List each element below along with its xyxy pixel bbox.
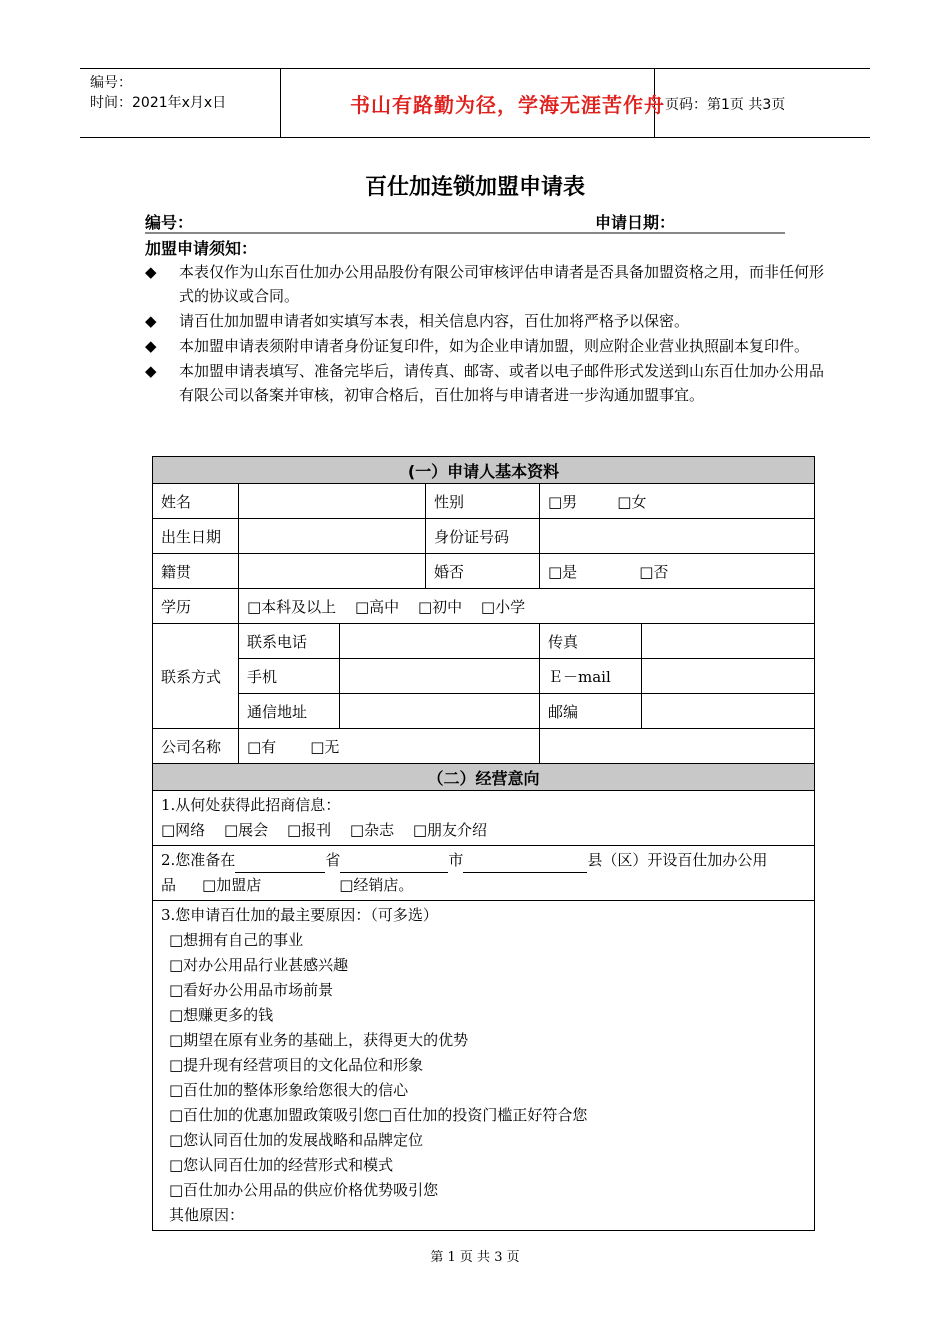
- meta-row: [145, 210, 785, 234]
- reason-checkbox[interactable]: □提升现有经营项目的文化品位和形象: [169, 1056, 424, 1074]
- question-2: [153, 846, 815, 901]
- reason-checkbox[interactable]: □您认同百仕加的发展战略和品牌定位: [169, 1131, 424, 1149]
- question-3-text: 3.您申请百仕加的最主要原因：（可多选）: [161, 906, 438, 924]
- postcode-field[interactable]: [642, 694, 815, 729]
- city-label: 市: [448, 851, 464, 869]
- company-label: 公司名称: [153, 729, 239, 764]
- reason-checkbox[interactable]: □对办公用品行业甚感兴趣: [169, 956, 349, 974]
- province-blank[interactable]: [235, 854, 325, 873]
- source-friend-checkbox[interactable]: □朋友介绍: [412, 821, 488, 839]
- question-2-line1: [161, 848, 806, 873]
- header-page-label: 页码：第1页 共3页: [665, 97, 786, 113]
- phone-field[interactable]: [340, 624, 540, 659]
- diamond-bullet-icon: ◆: [145, 263, 157, 281]
- origin-field[interactable]: [239, 554, 426, 589]
- company-no-checkbox[interactable]: □无: [310, 737, 340, 756]
- email-field[interactable]: [642, 659, 815, 694]
- section2-title: （二）经营意向: [153, 764, 815, 791]
- marriage-options: [540, 554, 815, 589]
- other-reason-field[interactable]: 其他原因：: [169, 1206, 245, 1224]
- education-options: [239, 589, 815, 624]
- married-yes-checkbox[interactable]: □是: [548, 562, 578, 581]
- female-checkbox[interactable]: □女: [617, 492, 647, 511]
- name-field[interactable]: [239, 484, 426, 519]
- reason-checkbox[interactable]: □百仕加的优惠加盟政策吸引您□百仕加的投资门槛正好符合您: [169, 1106, 588, 1124]
- source-newspaper-checkbox[interactable]: □报刊: [286, 821, 332, 839]
- franchise-store-checkbox[interactable]: □加盟店: [202, 876, 262, 894]
- reason-checkbox[interactable]: □看好办公用品市场前景: [169, 981, 334, 999]
- id-number-label: 身份证号码: [426, 519, 540, 554]
- married-no-checkbox[interactable]: □否: [639, 562, 669, 581]
- header-number-label: 编号：: [90, 75, 132, 91]
- question-2-line2-text: 品: [161, 876, 177, 894]
- question-3: [153, 901, 815, 1231]
- header-left: [90, 73, 226, 113]
- fax-field[interactable]: [642, 624, 815, 659]
- marriage-label: 婚否: [426, 554, 540, 589]
- reason-checkbox[interactable]: □百仕加办公用品的供应价格优势吸引您: [169, 1181, 439, 1199]
- header-motto: 书山有路勤为径，学海无涯苦作舟: [350, 93, 665, 117]
- contact-label: 联系方式: [153, 624, 239, 729]
- notice-item: [145, 359, 825, 407]
- reason-checkbox[interactable]: □想赚更多的钱: [169, 1006, 274, 1024]
- reason-checkbox[interactable]: □您认同百仕加的经营形式和模式: [169, 1156, 394, 1174]
- source-magazine-checkbox[interactable]: □杂志: [349, 821, 395, 839]
- notice-item-text: 请百仕加加盟申请者如实填写本表，相关信息内容，百仕加将严格予以保密。: [179, 312, 690, 330]
- reason-checkbox[interactable]: □想拥有自己的事业: [169, 931, 304, 949]
- dealer-store-checkbox[interactable]: □经销店。: [339, 876, 414, 894]
- gender-label: 性别: [426, 484, 540, 519]
- section1-title: (一）申请人基本资料: [153, 457, 815, 484]
- address-label: 通信地址: [239, 694, 340, 729]
- question-1-text: 1.从何处获得此招商信息：: [161, 796, 341, 814]
- edu-highschool-checkbox[interactable]: □高中: [354, 597, 400, 616]
- edu-bachelor-checkbox[interactable]: □本科及以上: [247, 597, 337, 616]
- education-label: 学历: [153, 589, 239, 624]
- province-label: 省: [325, 851, 341, 869]
- notice-item-text: 本加盟申请表填写、准备完毕后，请传真、邮寄、或者以电子邮件形式发送到山东百仕加办公用品有限公司以备案并审核，初审合格后，百仕加将与申请者进一步沟通加盟事宜。: [179, 362, 825, 404]
- source-expo-checkbox[interactable]: □展会: [223, 821, 269, 839]
- reason-checkbox[interactable]: □百仕加的整体形象给您很大的信心: [169, 1081, 409, 1099]
- phone-label: 联系电话: [239, 624, 340, 659]
- id-number-field[interactable]: [540, 519, 815, 554]
- city-blank[interactable]: [340, 854, 448, 873]
- question-1: [153, 791, 815, 846]
- birth-field[interactable]: [239, 519, 426, 554]
- application-form: [152, 456, 815, 1231]
- birth-label: 出生日期: [153, 519, 239, 554]
- edu-primary-checkbox[interactable]: □小学: [480, 597, 526, 616]
- meta-date-label: 申请日期：: [595, 213, 676, 232]
- page-footer: 第 1 页 共 3 页: [430, 1250, 520, 1265]
- question-1-options: [161, 818, 806, 843]
- county-blank[interactable]: [463, 854, 587, 873]
- page-header: [80, 68, 870, 138]
- company-yes-checkbox[interactable]: □有: [247, 737, 277, 756]
- diamond-bullet-icon: ◆: [145, 337, 157, 355]
- reason-checkbox[interactable]: □期望在原有业务的基础上，获得更大的优势: [169, 1031, 469, 1049]
- notice-item: [145, 334, 825, 358]
- header-time-label: 时间：2021年x月x日: [90, 95, 227, 111]
- notice-list: [145, 260, 825, 408]
- company-options: [239, 729, 540, 764]
- page-title: 百仕加连锁加盟申请表: [364, 175, 585, 200]
- meta-number-label: 编号：: [145, 213, 194, 232]
- mobile-label: 手机: [239, 659, 340, 694]
- edu-middleschool-checkbox[interactable]: □初中: [417, 597, 463, 616]
- question-2-prefix: 2.您准备在: [161, 851, 236, 869]
- company-field[interactable]: [540, 729, 815, 764]
- notice-item-text: 本加盟申请表须附申请者身份证复印件，如为企业申请加盟，则应附企业营业执照副本复印件。: [179, 337, 810, 355]
- diamond-bullet-icon: ◆: [145, 312, 157, 330]
- gender-options: [540, 484, 815, 519]
- mobile-field[interactable]: [340, 659, 540, 694]
- notice-item: [145, 309, 825, 333]
- county-label: 县（区）开设百仕加办公用: [587, 851, 768, 869]
- address-field[interactable]: [340, 694, 540, 729]
- postcode-label: 邮编: [540, 694, 642, 729]
- question-2-line2: [161, 873, 806, 898]
- fax-label: 传真: [540, 624, 642, 659]
- notice-item-text: 本表仅作为山东百仕加办公用品股份有限公司审核评估申请者是否具备加盟资格之用，而非任何形式的协议或合同。: [179, 263, 825, 305]
- diamond-bullet-icon: ◆: [145, 362, 157, 380]
- notice-heading: 加盟申请须知：: [145, 239, 258, 258]
- email-label: Ｅ－mail: [540, 659, 642, 694]
- notice-item: [145, 260, 825, 308]
- name-label: 姓名: [153, 484, 239, 519]
- male-checkbox[interactable]: □男: [548, 492, 578, 511]
- origin-label: 籍贯: [153, 554, 239, 589]
- source-web-checkbox[interactable]: □网络: [161, 821, 206, 839]
